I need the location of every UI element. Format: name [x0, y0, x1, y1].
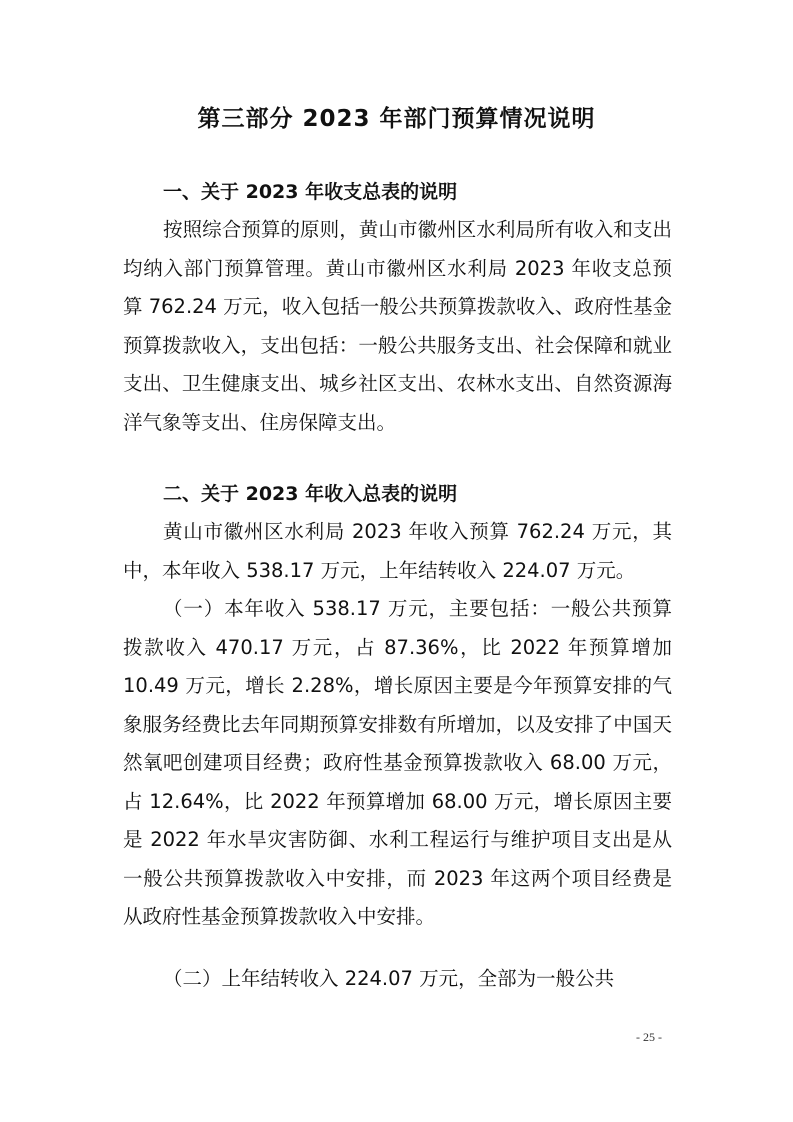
section-2-paragraph-1: 黄山市徽州区水利局 2023 年收入预算 762.24 万元，其中，本年收入 538.17 万元，上年结转收入 224.07 万元。	[123, 520, 672, 582]
section-heading-2: 二、关于 2023 年收入总表的说明	[163, 483, 458, 505]
section-2-paragraph-3: （二）上年结转收入 224.07 万元，全部为一般公共	[163, 967, 615, 990]
page-title: 第三部分 2023 年部门预算情况说明	[197, 106, 596, 132]
section-1-paragraph-1: 按照综合预算的原则，黄山市徽州区水利局所有收入和支出均纳入部门预算管理。黄山市徽州区水利局 2023 年收支总预算 762.24 万元，收入包括一般公共预算拨款收入、政府性基金预算拨款收入，支出包括：一般公共服务支出、社会保障和就业支出、卫生健康支出、城乡社区支出、农林水支出、自然资源海洋气象等支出、住房保障支出。	[123, 218, 672, 434]
section-2-paragraph-2: （一）本年收入 538.17 万元，主要包括：一般公共预算拨款收入 470.17 万元，占 87.36%，比 2022 年预算增加 10.49 万元，增长 2.28%，增长原因主要是今年预算安排的气象服务经费比去年同期预算安排数有所增加，以及安排了中国天然氧吧创建项目经费；政府性基金预算拨款收入 68.00 万元，占 12.64%，比 2022 年预算增加 68.00 万元，增长原因主要是 2022 年水旱灾害防御、水利工程运行与维护项目支出是从一般公共预算拨款收入中安排，而 2023 年这两个项目经费是从政府性基金预算拨款收入中安排。	[123, 597, 672, 928]
section-heading-1: 一、关于 2023 年收支总表的说明	[163, 181, 458, 203]
page-number: - 25 -	[636, 1030, 662, 1044]
